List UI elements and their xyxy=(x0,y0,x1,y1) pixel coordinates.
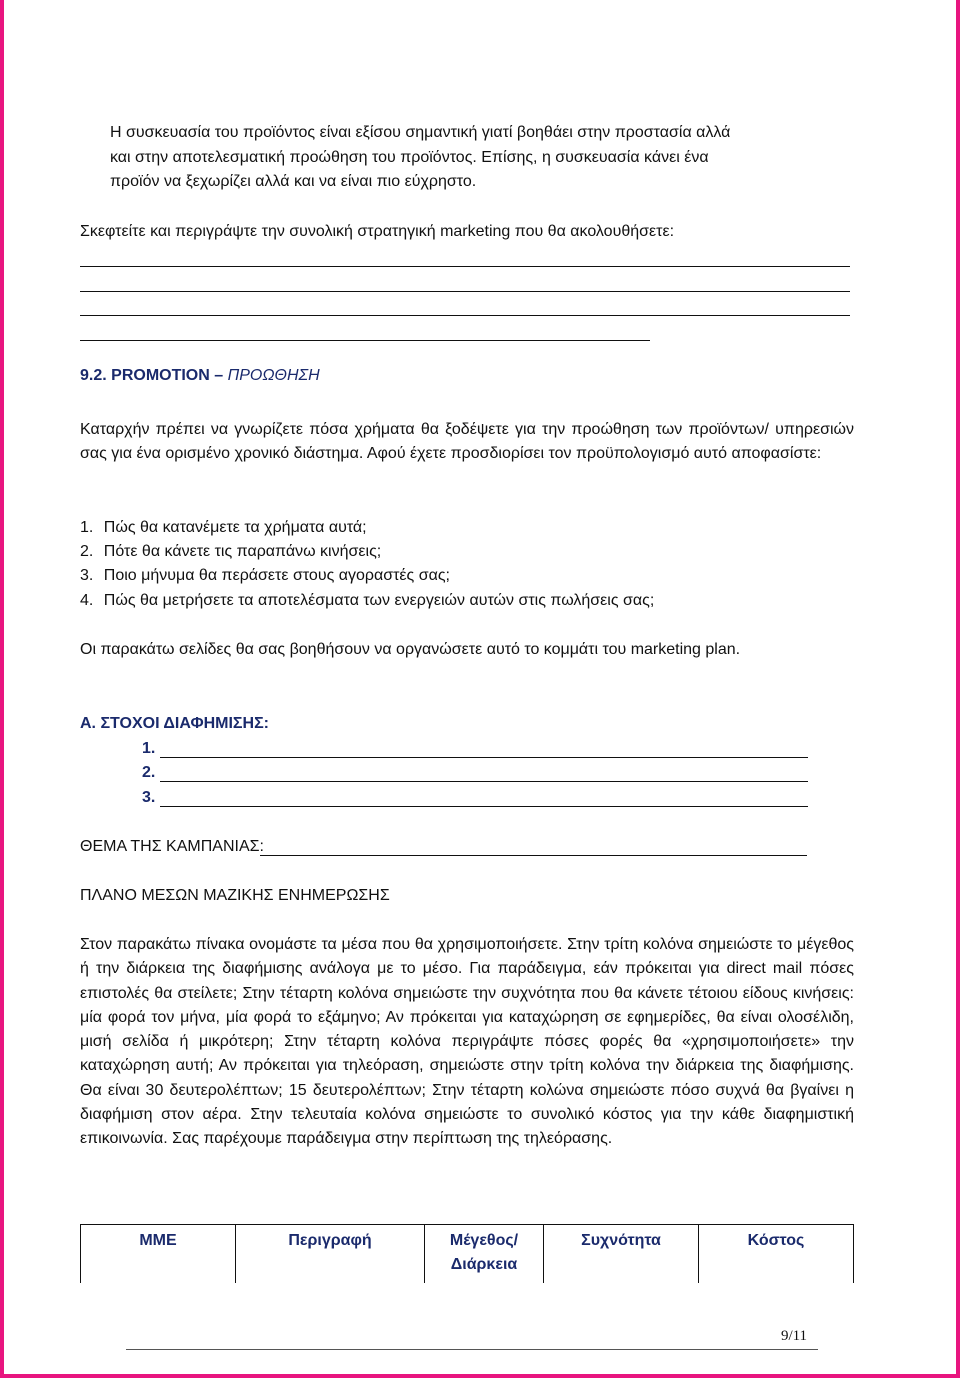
strategy-answer-line-1[interactable] xyxy=(80,266,850,267)
question-item xyxy=(80,516,367,540)
question-item xyxy=(80,540,381,564)
question-text: Ποιο μήνυμα θα περάσετε στους αγοραστές σας; xyxy=(103,567,450,584)
goal-item-3: 3. xyxy=(142,789,156,806)
table-header-mme: ΜΜΕ xyxy=(81,1225,236,1284)
budget-paragraph: Καταρχήν πρέπει να γνωρίζετε πόσα χρήματα θα ξοδέψετε για την προώθηση των προϊόντων/ υπηρεσιών σας για ένα ορισμένο χρονικό διάστημα. Αφού έχετε προσδιορίσει τον προϋπολογισμό αυτό αποφασίστε: xyxy=(80,421,854,463)
strategy-answer-line-4[interactable] xyxy=(80,340,650,341)
section-heading xyxy=(80,364,320,388)
campaign-theme-label: ΘΕΜΑ ΤΗΣ ΚΑΜΠΑΝΙΑΣ: xyxy=(80,838,264,855)
strategy-answer-line-2[interactable] xyxy=(80,291,850,292)
campaign-theme-answer-line[interactable] xyxy=(260,855,807,856)
goal-item-1: 1. xyxy=(142,740,156,757)
question-number: 3. xyxy=(80,567,94,584)
intro-line-1: Η συσκευασία του προϊόντος είναι εξίσου σημαντική γιατί βοηθάει στην προστασία αλλά xyxy=(110,124,731,141)
strategy-answer-line-3[interactable] xyxy=(80,315,850,316)
page-border-right xyxy=(956,0,960,1378)
goals-heading: Α. ΣΤΟΧΟΙ ΔΙΑΦΗΜΙΣΗΣ: xyxy=(80,715,270,732)
section-title-gr: ΠΡΟΩΘΗΣΗ xyxy=(227,367,320,384)
table-header-row xyxy=(81,1225,854,1284)
media-table xyxy=(80,1224,854,1283)
media-plan-title: ΠΛΑΝΟ ΜΕΣΩΝ ΜΑΖΙΚΗΣ ΕΝΗΜΕΡΩΣΗΣ xyxy=(80,887,390,904)
question-item xyxy=(80,589,654,613)
footer-divider xyxy=(126,1349,818,1350)
page-number: 9/11 xyxy=(780,1328,808,1344)
question-number: 1. xyxy=(80,519,94,536)
table-header-description: Περιγραφή xyxy=(236,1225,425,1284)
question-text: Πώς θα κατανέμετε τα χρήματα αυτά; xyxy=(103,519,367,536)
question-item xyxy=(80,564,450,588)
goal-item-2: 2. xyxy=(142,764,156,781)
question-text: Πώς θα μετρήσετε τα αποτελέσματα των ενεργειών αυτών στις πωλήσεις σας; xyxy=(103,592,655,609)
section-title-en: PROMOTION xyxy=(111,367,210,384)
page-border-bottom xyxy=(0,1374,960,1378)
question-text: Πότε θα κάνετε τις παραπάνω κινήσεις; xyxy=(103,543,382,560)
table-header-size-duration: Μέγεθος/ Διάρκεια xyxy=(425,1225,544,1284)
table-header-cost: Κόστος xyxy=(699,1225,854,1284)
table-header-frequency: Συχνότητα xyxy=(544,1225,699,1284)
goal-answer-line-1[interactable] xyxy=(160,757,808,758)
pages-note: Οι παρακάτω σελίδες θα σας βοηθήσουν να οργανώσετε αυτό το κομμάτι του marketing plan. xyxy=(80,641,741,658)
goal-answer-line-3[interactable] xyxy=(160,806,808,807)
intro-line-2: και στην αποτελεσματική προώθηση του προϊόντος. Επίσης, η συσκευασία κάνει ένα xyxy=(110,149,709,166)
question-number: 4. xyxy=(80,592,94,609)
goal-answer-line-2[interactable] xyxy=(160,781,808,782)
intro-line-3: προϊόν να ξεχωρίζει αλλά και να είναι πιο εύχρηστο. xyxy=(110,173,477,190)
strategy-prompt: Σκεφτείτε και περιγράψτε την συνολική στρατηγική marketing που θα ακολουθήσετε: xyxy=(80,223,675,240)
section-number: 9.2. xyxy=(80,367,107,384)
page-border-left xyxy=(0,0,4,1378)
question-number: 2. xyxy=(80,543,94,560)
media-instructions: Στον παρακάτω πίνακα ονομάστε τα μέσα που θα χρησιμοποιήσετε. Στην τρίτη κολόνα σημειώστε το μέγεθος ή την διάρκεια της διαφήμισης ανάλογα με το μέσο. Για παράδειγμα, εάν πρόκειται για direct mail πόσες επιστολές θα στείλετε; Στην τέταρτη κολόνα σημειώστε την συχνότητα που θα κάνετε τέτοιου είδους κινήσεις: μία φορά τον μήνα, μία φορά το εξάμηνο; Αν πρόκειται για καταχώρηση σε εφημερίδες, θα είναι ολοσέλιδη, μισή σελίδα ή μικρότερη; Στην τέταρτη κολόνα περιγράψτε πόσες φορές θα «χρησιμοποιήσετε» την καταχώρηση αυτή; Αν πρόκειται για τηλεόραση, σημειώστε στην τρίτη κολόνα την διάρκεια της διαφήμισης. Θα είναι 30 δευτερολέπτων; 15 δευτερολέπτων; Στην τέταρτη κολώνα σημειώστε πόσο συχνά θα βγαίνει η διαφήμιση στον αέρα. Στην τελευταία κολόνα σημειώστε το συνολικό κόστος για την κάθε διαφημιστική επικοινωνία. Σας παρέχουμε παράδειγμα στην περίπτωση της τηλεόρασης. xyxy=(80,936,854,1148)
section-dash: – xyxy=(214,367,224,384)
